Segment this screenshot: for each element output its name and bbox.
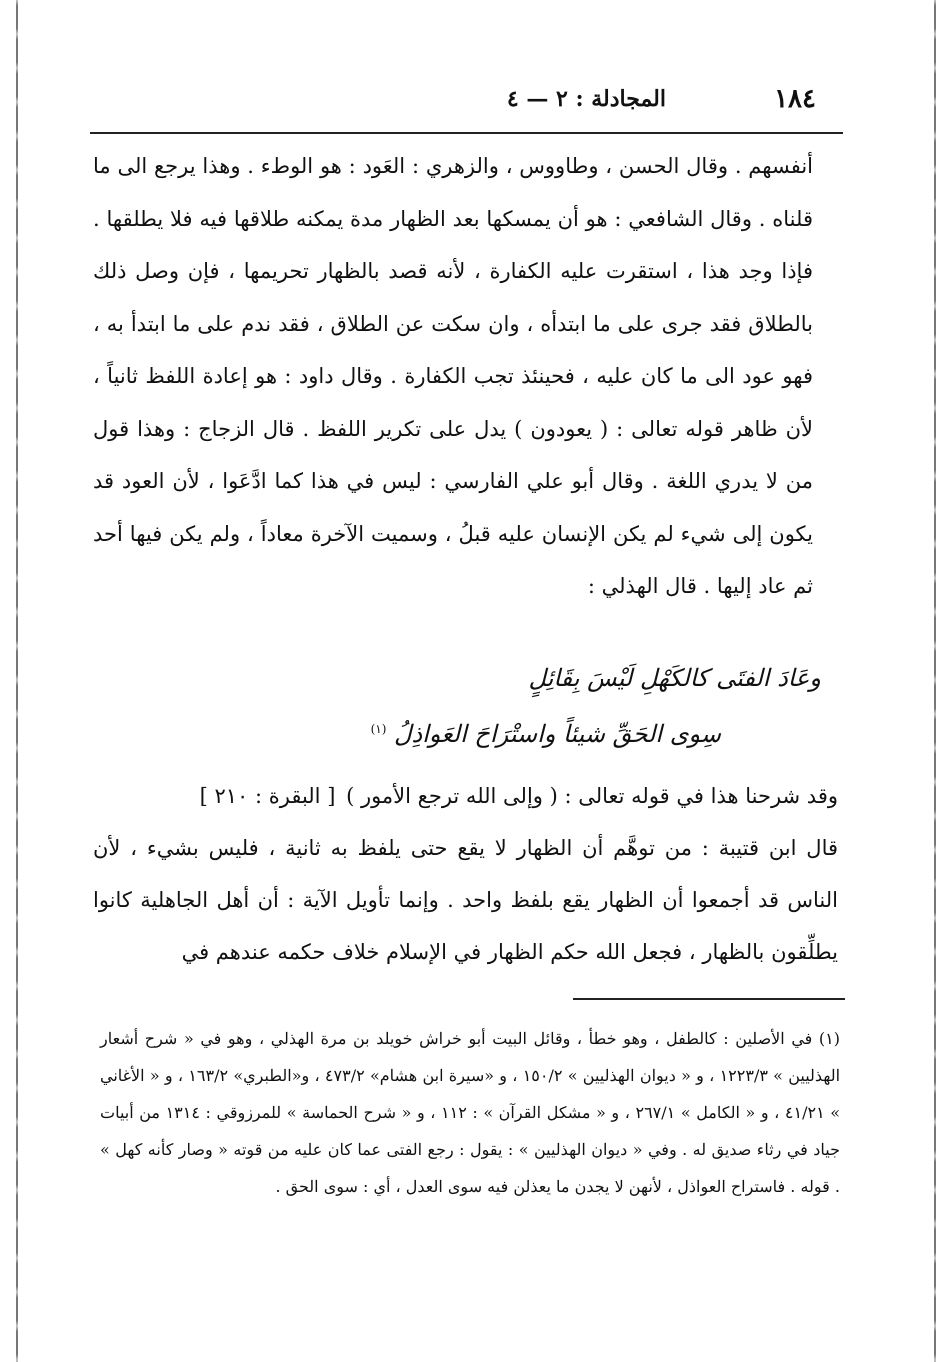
verse-line-1: وعَادَ الفتَى كالكَهْلِ لَيْسَ بِقَائِلٍ [528, 664, 821, 692]
main-text-continued [93, 770, 838, 978]
verse-line-2 [371, 720, 721, 748]
quran-citation: [ البقرة : ٢١٠ ] [199, 784, 336, 808]
footnote-text: (١) في الأصلين : كالطفل ، وهو خطأ ، وقائل البيت أبو خراش خويلد بن مرة الهذلي ، وهو في « شرح أشعار الهذليين » ١٢٢٣/٣ ، و « ديوان الهذليين » ١٥٠/٢ ، و «سيرة ابن هشام» ٤٧٣/٢ ، و«الطبري» ١٦٣/٢ ، و « الأغاني » ٤١/٢١ ، و « الكامل » ٢٦٧/١ ، و « مشكل القرآن » : ١١٢ ، و « شرح الحماسة » للمرزوقي : ١٣١٤ من أبيات جياد في رثاء صديق له . وفي « ديوان الهذليين » : يقول : رجع الفتى عما كان عليه من قوته « وصار كأنه كهل » . قوله . فاستراح العواذل ، لأنهن لا يجدن ما يعذلن فيه سوى العدل ، أي : سوى الحق . [100, 1029, 841, 1196]
verse-line-2-text: سِوى الحَقِّ شيئاً واستْرَاحَ العَواذِلُ [394, 720, 721, 748]
paragraph-3: قال ابن قتيبة : من توهَّم أن الظهار لا يقع حتى يلفظ به ثانية ، فليس بشيء ، لأن الناس قد أجمعوا أن الظهار يقع بلفظ واحد . وإنما تأويل الآية : أن أهل الجاهلية كانوا يطلِّقون بالظهار ، فجعل الله حكم الظهار في الإسلام خلاف حكمه عندهم في [93, 836, 839, 964]
running-head: المجادلة : ٢ — ٤ [506, 86, 666, 112]
footnote-marker: (١) [370, 722, 387, 736]
footnote [100, 1020, 840, 1205]
binding-margin-left [16, 0, 18, 1362]
paragraph-2-text: وقد شرحنا هذا في قوله تعالى : ( وإلى الله ترجع الأمور ) [346, 784, 838, 808]
footnote-rule [573, 998, 845, 1000]
paragraph-2 [93, 770, 838, 822]
main-text [93, 140, 813, 613]
paragraph-1: أنفسهم . وقال الحسن ، وطاووس ، والزهري : العَود : هو الوطء . وهذا يرجع الى ما قلناه . وقال الشافعي : هو أن يمسكها بعد الظهار مدة يمكنه طلاقها فيه فلا يطلقها . فإذا وجد هذا ، استقرت عليه الكفارة ، لأنه قصد بالظهار تحريمها ، فإن وصل ذلك بالطلاق فقد جرى على ما ابتدأه ، وان سكت عن الطلاق ، فقد ندم على ما ابتدأ به ، فهو عود الى ما كان عليه ، فحينئذ تجب الكفارة . وقال داود : هو إعادة اللفظ ثانياً ، لأن ظاهر قوله تعالى : ( يعودون ) يدل على تكرير اللفظ . قال الزجاج : وهذا قول من لا يدري اللغة . وقال أبو علي الفارسي : ليس في هذا كما ادَّعَوا ، لأن العود قد يكون إلى شيء لم يكن الإنسان عليه قبلُ ، وسميت الآخرة معاداً ، ولم يكن فيها أحد ثم عاد إليها . قال الهذلي : [93, 154, 813, 598]
page-header [360, 84, 816, 124]
binding-margin-right [934, 0, 936, 1362]
header-rule [90, 132, 843, 134]
page-number: ١٨٤ [774, 84, 816, 114]
